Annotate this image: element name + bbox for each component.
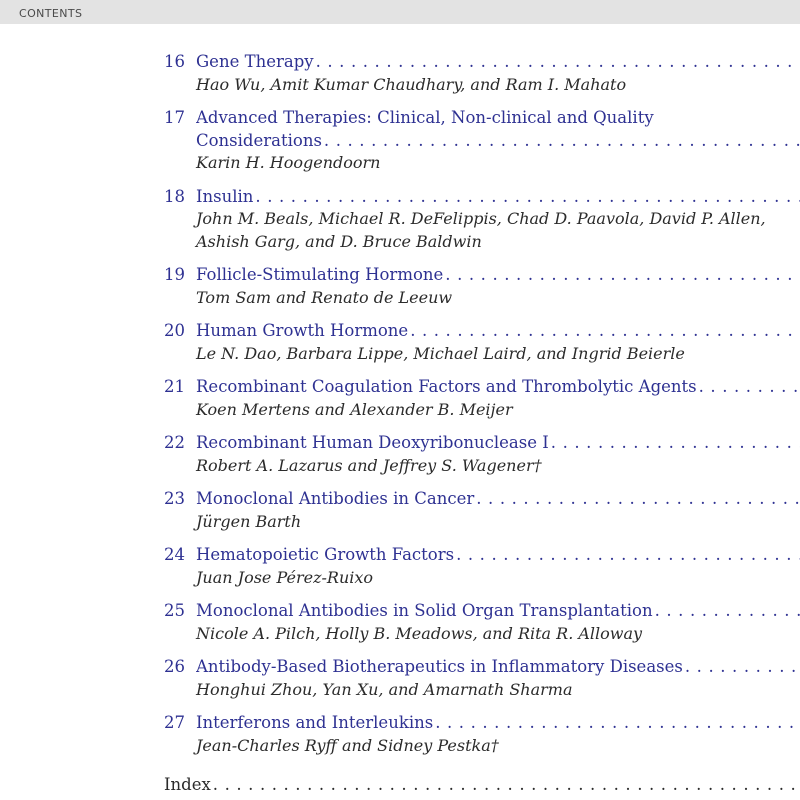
- chapter-authors: Juan Jose Pérez-Ruixo: [196, 567, 374, 587]
- chapter-number: 24: [164, 545, 185, 564]
- chapter-authors: Jürgen Barth: [196, 511, 302, 531]
- chapter-title[interactable]: Advanced Therapies: Clinical, Non-clinical and Quality: [196, 108, 654, 127]
- dot-leader: [476, 488, 800, 510]
- chapter-number: 26: [164, 657, 185, 676]
- dot-leader: [685, 656, 800, 678]
- index-label: Index: [164, 775, 211, 794]
- chapter-title-line: [0, 320, 800, 342]
- chapter-title[interactable]: Insulin: [196, 186, 254, 206]
- chapter-title[interactable]: Follicle-Stimulating Hormone: [196, 265, 444, 284]
- chapter-authors: Karin H. Hoogendoorn: [196, 153, 381, 172]
- chapter-title-line: [0, 376, 800, 398]
- chapter-title-line: [0, 544, 800, 566]
- chapter-title[interactable]: Recombinant Human Deoxyribonuclease I: [196, 433, 549, 452]
- chapter-authors: Koen Mertens and Alexander B. Meijer: [196, 399, 513, 419]
- chapter-title[interactable]: Interferons and Interleukins: [196, 713, 434, 732]
- chapter-title-wrap: [196, 544, 800, 566]
- chapter-number: 21: [164, 377, 185, 396]
- dot-leader: [456, 544, 800, 566]
- dot-leader: [213, 774, 800, 796]
- chapter-title-wrap: [196, 130, 800, 152]
- chapter-title-line: [0, 51, 800, 73]
- chapter-title-line: [0, 600, 800, 622]
- chapter-number: 22: [164, 433, 185, 452]
- chapter-title-line: [0, 107, 800, 129]
- toc-entry-index[interactable]: [164, 774, 800, 796]
- chapter-title-line: [0, 264, 800, 286]
- chapter-title[interactable]: Monoclonal Antibodies in Cancer: [196, 489, 475, 508]
- chapter-title-line: [0, 130, 800, 152]
- chapter-authors: Tom Sam and Renato de Leeuw: [196, 287, 453, 307]
- chapter-title[interactable]: Recombinant Coagulation Factors and Thrombolytic Agents: [196, 377, 697, 396]
- chapter-authors: Hao Wu, Amit Kumar Chaudhary, and Ram I. Mahato: [196, 74, 627, 94]
- dot-leader: [410, 320, 800, 342]
- chapter-title-wrap: [196, 600, 800, 622]
- chapter-title-line: [0, 656, 800, 678]
- chapter-number: 23: [164, 489, 185, 508]
- dot-leader: [445, 264, 800, 286]
- chapter-title-line: [0, 432, 800, 454]
- chapter-number: 19: [164, 265, 185, 284]
- dot-leader: [435, 712, 800, 734]
- chapter-title-line: [0, 186, 800, 208]
- chapter-number: 17: [164, 108, 185, 127]
- chapter-title-wrap: [196, 320, 800, 342]
- chapter-number: 20: [164, 321, 185, 340]
- chapter-number: 16: [164, 52, 185, 71]
- chapter-title[interactable]: Antibody-Based Biotherapeutics in Inflammatory Diseases: [196, 657, 683, 676]
- dot-leader: [655, 600, 800, 622]
- chapter-number: 25: [164, 601, 185, 620]
- dot-leader: [316, 51, 800, 73]
- chapter-title-line: [0, 488, 800, 510]
- chapter-authors: Le N. Dao, Barbara Lippe, Michael Laird, and Ingrid Beierle: [196, 343, 685, 363]
- dot-leader: [255, 186, 800, 208]
- dot-leader: [699, 376, 800, 398]
- chapter-authors: Robert A. Lazarus and Jeffrey S. Wagener†: [196, 455, 542, 475]
- chapter-title-wrap: [196, 264, 800, 286]
- chapter-authors: Honghui Zhou, Yan Xu, and Amarnath Sharma: [196, 679, 573, 699]
- chapter-title[interactable]: Monoclonal Antibodies in Solid Organ Transplantation: [196, 601, 653, 620]
- chapter-authors: Jean-Charles Ryff and Sidney Pestka†: [196, 735, 499, 755]
- chapter-title[interactable]: Considerations: [196, 130, 322, 150]
- chapter-authors: John M. Beals, Michael R. DeFelippis, Chad D. Paavola, David P. Allen,: [196, 209, 766, 228]
- running-header-label: CONTENTS: [19, 7, 83, 20]
- chapter-title[interactable]: Gene Therapy: [196, 52, 314, 71]
- chapter-authors: Nicole A. Pilch, Holly B. Meadows, and Rita R. Alloway: [196, 623, 643, 643]
- chapter-title-wrap: [196, 432, 800, 454]
- chapter-title-wrap: [196, 51, 800, 73]
- chapter-number: 27: [164, 713, 185, 732]
- chapter-number: 18: [164, 186, 185, 206]
- chapter-title-wrap: [196, 186, 800, 208]
- chapter-authors: Ashish Garg, and D. Bruce Baldwin: [196, 231, 482, 251]
- dot-leader: [324, 130, 800, 152]
- chapter-title-wrap: [196, 107, 800, 129]
- chapter-title-wrap: [196, 712, 800, 734]
- dot-leader: [551, 432, 800, 454]
- chapter-title[interactable]: Hematopoietic Growth Factors: [196, 545, 455, 564]
- chapter-title-wrap: [196, 488, 800, 510]
- chapter-title-wrap: [196, 656, 800, 678]
- chapter-title-wrap: [196, 376, 800, 398]
- chapter-title-line: [0, 712, 800, 734]
- chapter-title[interactable]: Human Growth Hormone: [196, 321, 409, 340]
